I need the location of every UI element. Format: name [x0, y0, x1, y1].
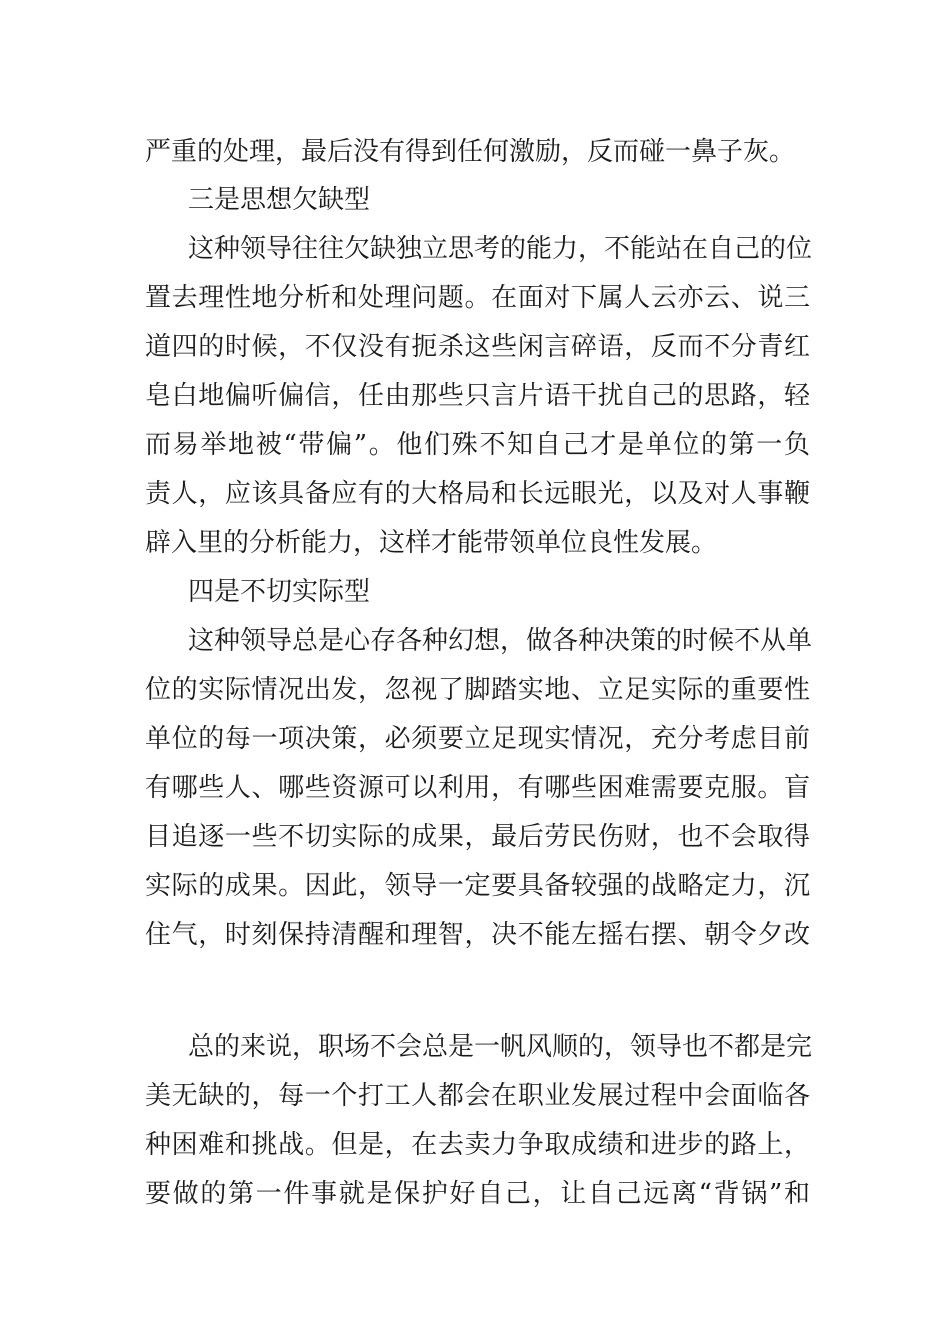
paragraph-line: 置去理性地分析和处理问题。在面对下属人云亦云、说三 — [145, 283, 810, 313]
paragraph-line: 严重的处理，最后没有得到任何激励，反而碰一鼻子灰。 — [145, 137, 796, 167]
paragraph-line: 有哪些人、哪些资源可以利用，有哪些困难需要克服。盲 — [145, 773, 810, 803]
paragraph-line: 皂白地偏听偏信，任由那些只言片语干扰自己的思路，轻 — [145, 381, 810, 411]
paragraph-line: 道四的时候，不仅没有扼杀这些闲言碎语，反而不分青红 — [145, 332, 810, 362]
paragraph-line: 住气，时刻保持清醒和理智，决不能左摇右摆、朝令夕改 — [145, 920, 810, 950]
paragraph-line: 种困难和挑战。但是，在去卖力争取成绩和进步的路上， — [145, 1130, 810, 1160]
paragraph-line: 要做的第一件事就是保护好自己，让自己远离“背锅”和 — [145, 1179, 810, 1209]
section-heading: 四是不切实际型 — [188, 577, 371, 607]
section-heading: 三是思想欠缺型 — [188, 185, 371, 215]
paragraph-line: 位的实际情况出发，忽视了脚踏实地、立足实际的重要性 — [145, 675, 810, 705]
paragraph-line: 总的来说，职场不会总是一帆风顺的，领导也不都是完 — [188, 1032, 813, 1062]
paragraph-line: 实际的成果。因此，领导一定要具备较强的战略定力，沉 — [145, 871, 810, 901]
paragraph-line: 而易举地被“带偏”。他们殊不知自己才是单位的第一负 — [145, 430, 810, 460]
paragraph-line: 责人，应该具备应有的大格局和长远眼光，以及对人事鞭 — [145, 479, 810, 509]
paragraph-line: 单位的每一项决策，必须要立足现实情况，充分考虑目前 — [145, 724, 810, 754]
paragraph-line: 这种领导总是心存各种幻想，做各种决策的时候不从单 — [188, 626, 813, 656]
paragraph-line: 辟入里的分析能力，这样才能带领单位良性发展。 — [145, 528, 718, 558]
paragraph-line: 美无缺的，每一个打工人都会在职业发展过程中会面临各 — [145, 1081, 810, 1111]
paragraph-line: 这种领导往往欠缺独立思考的能力，不能站在自己的位 — [188, 234, 813, 264]
paragraph-line: 目追逐一些不切实际的成果，最后劳民伤财，也不会取得 — [145, 822, 810, 852]
